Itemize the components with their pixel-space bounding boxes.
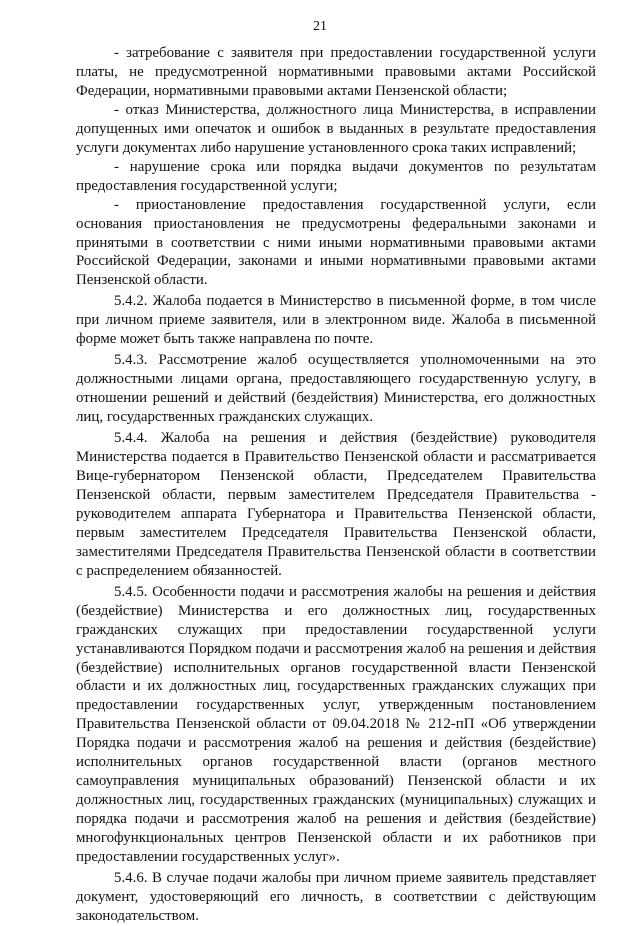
clause-5-4-6: 5.4.6. В случае подачи жалобы при личном приеме заявитель представляет документ, удостоверяющий его личность, в соответствии с действующим законодательством.	[76, 869, 596, 924]
clause-5-4-2: 5.4.2. Жалоба подается в Министерство в письменной форме, в том числе при личном приеме заявителя, или в электронном виде. Жалоба в письменной форме может быть также направлена по почте.	[76, 293, 596, 348]
list-item-issue-deadline-violation: - нарушение срока или порядка выдачи документов по результатам предоставления государственной услуги;	[76, 158, 596, 194]
list-item-correction-refusal: - отказ Министерства, должностного лица Министерства, в исправлении допущенных ими опечаток и ошибок в выданных в результате предоставления услуги документах либо нарушение установленного срока таких исправлений;	[76, 101, 596, 156]
list-item-service-suspension: - приостановление предоставления государственной услуги, если основания приостановления не предусмотрены федеральными законами и принятыми в соответствии с ними иными нормативными правовыми актами Российской Федерации, законами и иными нормативными правовыми актами Пензенской области.	[76, 196, 596, 289]
clause-5-4-4: 5.4.4. Жалоба на решения и действия (бездействие) руководителя Министерства подается в Правительство Пензенской области и рассматривается Вице-губернатором Пензенской области, Председателем Правительства Пензенской области, первым заместителем Председателя Правительства - руководителем аппарата Губернатора и Правительства Пензенской области, первым заместителем Председателя Правительства Пензенской области, заместителями Председателя Правительства Пензенской области в соответствии с распределением обязанностей.	[76, 430, 596, 579]
list-item-fee-demand: - затребование с заявителя при предоставлении государственной услуги платы, не предусмотренной нормативными правовыми актами Российской Федерации, нормативными правовыми актами Пензенской области;	[76, 45, 596, 99]
page-number: 21	[313, 19, 327, 34]
clause-5-4-5: 5.4.5. Особенности подачи и рассмотрения жалобы на решения и действия (бездействие) Министерства и его должностных лиц, государственных гражданских служащих при предоставлении государственной услуги устанавливаются Порядком подачи и рассмотрения жалоб на решения и действия (бездействие) исполнительных органов государственной власти Пензенской области и их должностных лиц, государственных гражданских служащих при предоставлении государственных услуг, утвержденным постановлением Правительства Пензенской области от 09.04.2018 № 212-пП «Об утверждении Порядка подачи и рассмотрения жалоб на решения и действия (бездействие) исполнительных органов государственной власти (органов местного самоуправления муниципальных образований) Пензенской области и их должностных лиц, государственных гражданских (муниципальных) служащих и порядка подачи и рассмотрения жалоб на решения и действия (бездействие) многофункциональных центров Пензенской области и их работников при предоставлении государственных услуг».	[76, 583, 596, 866]
clause-5-4-3: 5.4.3. Рассмотрение жалоб осуществляется уполномоченными на это должностными лицами органа, предоставляющего государственную услугу, в отношении решений и действий (бездействия) Министерства, его должностных лиц, государственных гражданских служащих.	[76, 352, 596, 426]
document-body	[76, 44, 596, 926]
